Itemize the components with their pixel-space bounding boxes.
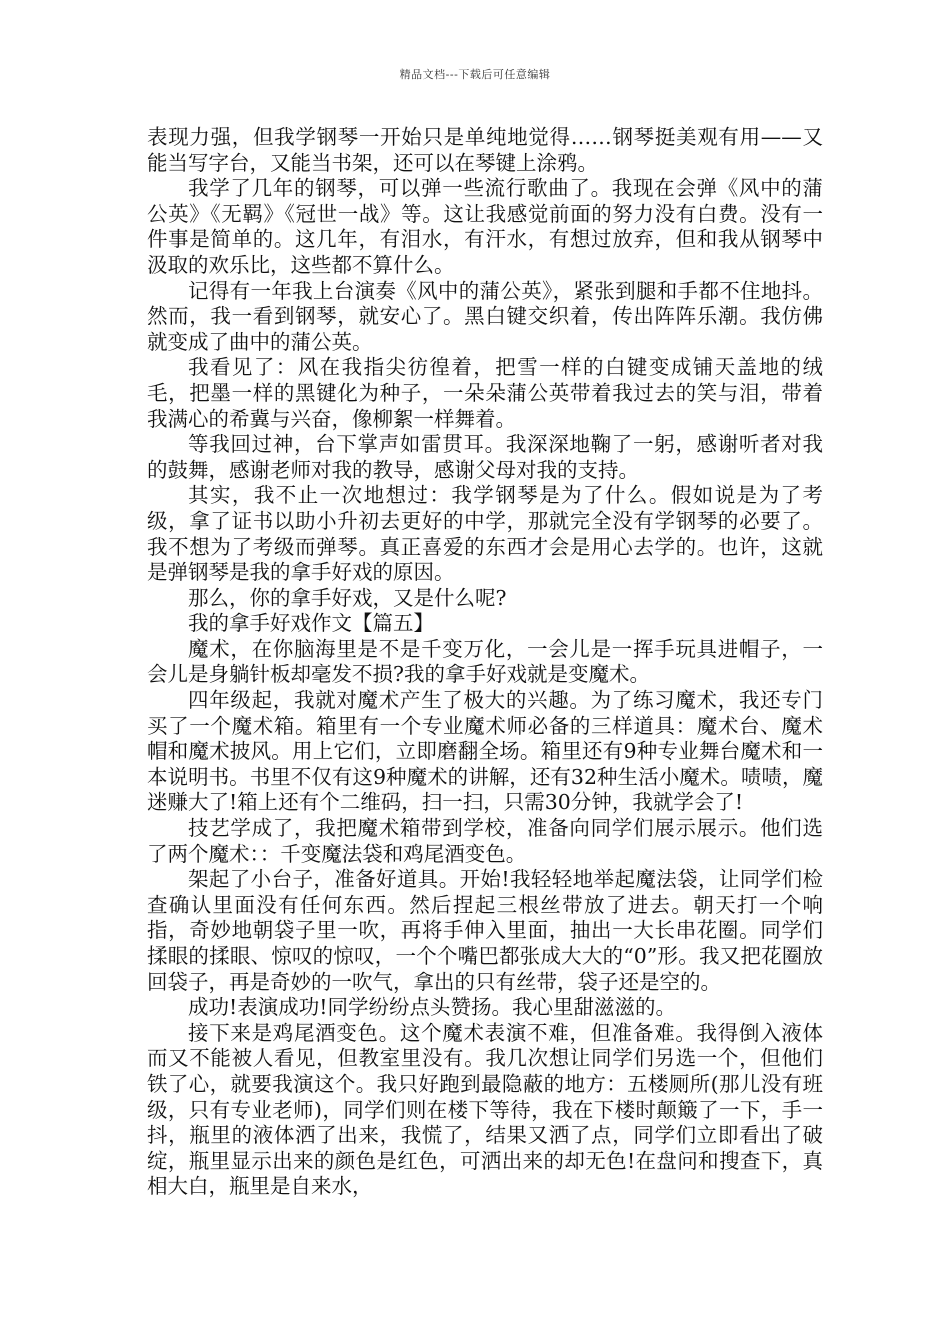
paragraph: 接下来是鸡尾酒变色。这个魔术表演不难，但准备难。我得倒入液体而又不能被人看见，但教室里没有。我几次想让同学们另选一个，但他们铁了心，就要我演这个。我只好跑到最隐蔽的地方：五楼厕所(那儿没有班级，只有专业老师)，同学们则在楼下等待，我在下楼时颠簸了一下，手一抖，瓶里的液体洒了出来，我慌了，结果又洒了点，同学们立即看出了破绽，瓶里显示出来的颜色是红色，可洒出来的却无色!在盘问和搜查下，真相大白，瓶里是自来水， (147, 1020, 823, 1199)
paragraph: 等我回过神，台下掌声如雷贯耳。我深深地鞠了一躬，感谢听者对我的鼓舞，感谢老师对我的教导，感谢父母对我的支持。 (147, 432, 823, 482)
paragraph: 架起了小台子，准备好道具。开始!我轻轻地举起魔法袋，让同学们检查确认里面没有任何东西。然后捏起三根丝带放了进去。朝天打一个响指，奇妙地朝袋子里一吹，再将手伸入里面，抽出一大长串花圈。同学们揉眼的揉眼、惊叹的惊叹，一个个嘴巴都张成大大的“0”形。我又把花圈放回袋子，再是奇妙的一吹气，拿出的只有丝带，袋子还是空的。 (147, 867, 823, 994)
paragraph: 那么，你的拿手好戏，又是什么呢? (188, 585, 507, 610)
paragraph: 四年级起，我就对魔术产生了极大的兴趣。为了练习魔术，我还专门买了一个魔术箱。箱里有一个专业魔术师必备的三样道具：魔术台、魔术帽和魔术披风。用上它们，立即磨翻全场。箱里还有9种专业舞台魔术和一本说明书。书里不仅有这9种魔术的讲解，还有32种生活小魔术。啧啧，魔迷赚大了!箱上还有个二维码，扫一扫，只需30分钟，我就学会了! (147, 688, 823, 815)
page-header: 精品文档---下载后可任意编辑 (399, 68, 551, 81)
paragraph: 表现力强，但我学钢琴一开始只是单纯地觉得……钢琴挺美观有用——又能当写字台，又能当书架，还可以在琴键上涂鸦。 (147, 125, 823, 175)
section-heading: 我的拿手好戏作文【篇五】 (188, 611, 434, 636)
document-body (147, 125, 823, 1200)
paragraph: 我看见了：风在我指尖彷徨着，把雪一样的白键变成铺天盖地的绒毛，把墨一样的黑键化为种子，一朵朵蒲公英带着我过去的笑与泪，带着我满心的希冀与兴奋，像柳絮一样舞着。 (147, 355, 823, 431)
paragraph: 记得有一年我上台演奏《风中的蒲公英》，紧张到腿和手都不住地抖。然而，我一看到钢琴，就安心了。黑白键交织着，传出阵阵乐潮。我仿佛就变成了曲中的蒲公英。 (147, 278, 823, 354)
paragraph: 技艺学成了，我把魔术箱带到学校，准备向同学们展示展示。他们选了两个魔术：：千变魔法袋和鸡尾酒变色。 (147, 816, 823, 866)
paragraph: 其实，我不止一次地想过：我学钢琴是为了什么。假如说是为了考级，拿了证书以助小升初去更好的中学，那就完全没有学钢琴的必要了。我不想为了考级而弹琴。真正喜爱的东西才会是用心去学的。也许，这就是弹钢琴是我的拿手好戏的原因。 (147, 483, 823, 585)
paragraph: 我学了几年的钢琴，可以弹一些流行歌曲了。我现在会弹《风中的蒲公英》《无羁》《冠世一战》等。这让我感觉前面的努力没有白费。没有一件事是简单的。这几年，有泪水，有汗水，有想过放弃，但和我从钢琴中汲取的欢乐比，这些都不算什么。 (147, 176, 823, 277)
paragraph: 成功!表演成功!同学纷纷点头赞扬。我心里甜滋滋的。 (188, 995, 676, 1020)
paragraph: 魔术，在你脑海里是不是千变万化，一会儿是一挥手玩具进帽子，一会儿是身躺针板却毫发不损?我的拿手好戏就是变魔术。 (147, 636, 823, 687)
